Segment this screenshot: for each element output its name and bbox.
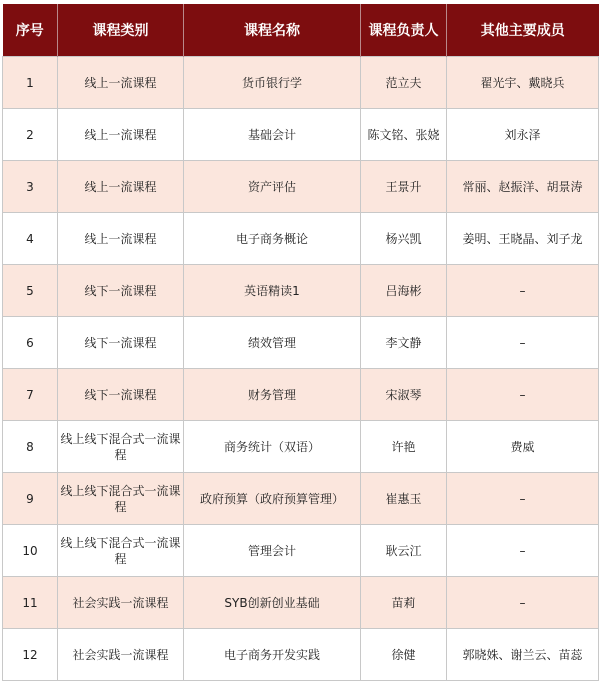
table-row [3,213,599,265]
header-category: 课程类别 [58,4,184,57]
cell-category: 线上线下混合式一流课程 [58,473,184,525]
table-row [3,369,599,421]
cell-category: 线下一流课程 [58,369,184,421]
cell-course-name: 财务管理 [184,369,361,421]
table-row [3,473,599,525]
cell-index: 10 [3,525,58,577]
table-row [3,317,599,369]
cell-index: 5 [3,265,58,317]
cell-members: 刘永泽 [447,109,599,161]
table-row [3,265,599,317]
cell-category: 线上一流课程 [58,161,184,213]
header-lead: 课程负责人 [361,4,447,57]
cell-lead: 王景升 [361,161,447,213]
cell-lead: 李文静 [361,317,447,369]
table-row [3,161,599,213]
cell-members: 姜明、王晓晶、刘子龙 [447,213,599,265]
cell-category: 社会实践一流课程 [58,629,184,681]
cell-index: 12 [3,629,58,681]
table-row [3,109,599,161]
cell-lead: 杨兴凯 [361,213,447,265]
cell-course-name: SYB创新创业基础 [184,577,361,629]
cell-category: 线上线下混合式一流课程 [58,525,184,577]
cell-members: 费威 [447,421,599,473]
cell-category: 线下一流课程 [58,317,184,369]
header-members: 其他主要成员 [447,4,599,57]
cell-course-name: 商务统计（双语） [184,421,361,473]
cell-index: 1 [3,57,58,109]
cell-lead: 范立夫 [361,57,447,109]
table-row [3,421,599,473]
course-table [2,4,599,681]
cell-members: – [447,525,599,577]
cell-members: 翟光宇、戴晓兵 [447,57,599,109]
cell-index: 9 [3,473,58,525]
cell-index: 8 [3,421,58,473]
table-row [3,577,599,629]
cell-index: 4 [3,213,58,265]
cell-course-name: 管理会计 [184,525,361,577]
cell-lead: 许艳 [361,421,447,473]
cell-category: 线下一流课程 [58,265,184,317]
cell-lead: 徐健 [361,629,447,681]
cell-lead: 宋淑琴 [361,369,447,421]
table-row [3,57,599,109]
cell-course-name: 基础会计 [184,109,361,161]
cell-category: 线上一流课程 [58,109,184,161]
cell-category: 线上一流课程 [58,213,184,265]
cell-category: 线上一流课程 [58,57,184,109]
cell-lead: 苗莉 [361,577,447,629]
cell-course-name: 电子商务概论 [184,213,361,265]
cell-members: – [447,369,599,421]
cell-index: 7 [3,369,58,421]
cell-index: 2 [3,109,58,161]
cell-members: – [447,265,599,317]
cell-members: 常丽、赵振洋、胡景涛 [447,161,599,213]
cell-members: – [447,317,599,369]
cell-index: 3 [3,161,58,213]
table-row [3,525,599,577]
cell-lead: 吕海彬 [361,265,447,317]
table-body [3,57,599,681]
cell-members: – [447,473,599,525]
cell-index: 6 [3,317,58,369]
cell-course-name: 政府预算（政府预算管理） [184,473,361,525]
cell-course-name: 资产评估 [184,161,361,213]
table-row [3,629,599,681]
cell-members: – [447,577,599,629]
header-index: 序号 [3,4,58,57]
course-table-container [0,4,600,681]
cell-course-name: 绩效管理 [184,317,361,369]
cell-lead: 陈文铭、张娆 [361,109,447,161]
cell-lead: 崔惠玉 [361,473,447,525]
cell-category: 社会实践一流课程 [58,577,184,629]
cell-members: 郭晓姝、谢兰云、苗蕊 [447,629,599,681]
cell-course-name: 英语精读1 [184,265,361,317]
cell-lead: 耿云江 [361,525,447,577]
cell-index: 11 [3,577,58,629]
cell-course-name: 电子商务开发实践 [184,629,361,681]
header-course-name: 课程名称 [184,4,361,57]
cell-category: 线上线下混合式一流课程 [58,421,184,473]
table-header-row [3,4,599,57]
cell-course-name: 货币银行学 [184,57,361,109]
